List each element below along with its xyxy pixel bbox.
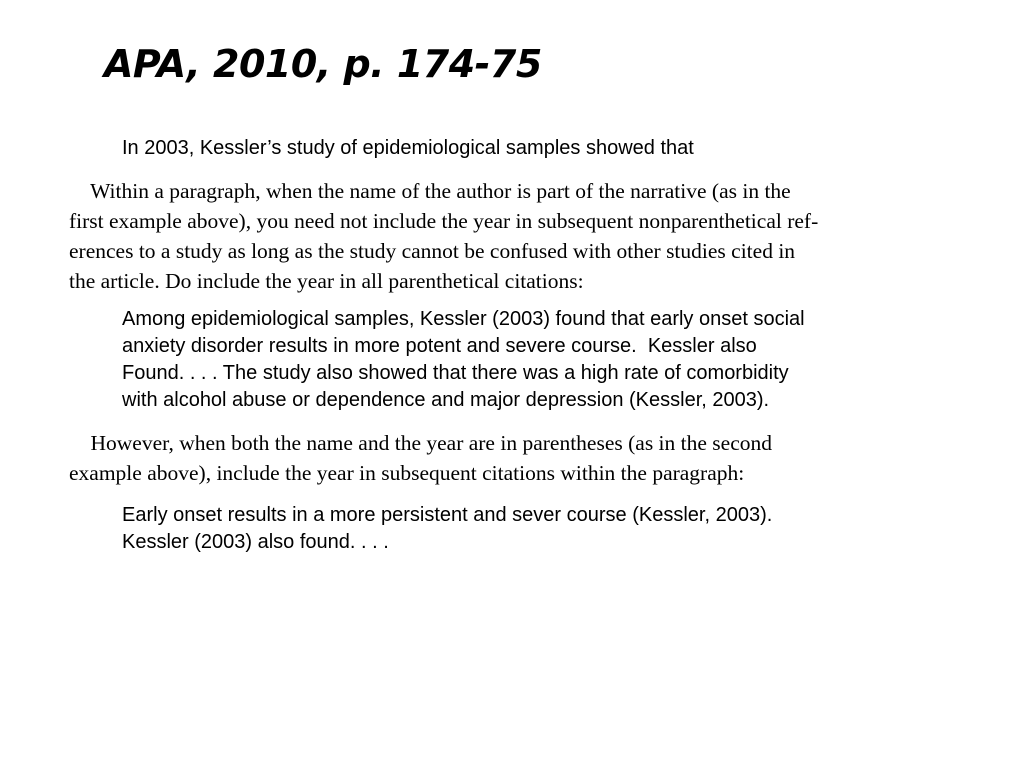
paragraph-narrative-citation bbox=[69, 176, 818, 296]
paragraph-line: the article. Do include the year in all parenthetical citations: bbox=[69, 269, 584, 293]
example-block-one bbox=[122, 306, 805, 414]
example-line: Found. . . . The study also showed that there was a high rate of comorbidity bbox=[122, 362, 789, 384]
example-line: with alcohol abuse or dependence and major depression (Kessler, 2003). bbox=[122, 389, 770, 411]
paragraph-line: first example above), you need not include the year in subsequent nonparenthetical ref- bbox=[69, 209, 819, 233]
example-line: Among epidemiological samples, Kessler (2003) found that early onset social bbox=[122, 308, 805, 330]
paragraph-line: However, when both the name and the year are in parentheses (as in the second bbox=[69, 431, 773, 455]
example-line: anxiety disorder results in more potent and severe course. Kessler also bbox=[122, 335, 757, 357]
paragraph-line: example above), include the year in subsequent citations within the paragraph: bbox=[69, 461, 745, 485]
slide-title: APA, 2010, p. 174-75 bbox=[104, 42, 542, 86]
paragraph-line: erences to a study as long as the study cannot be confused with other studies cited in bbox=[69, 239, 796, 263]
paragraph-line: Within a paragraph, when the name of the author is part of the narrative (as in the bbox=[69, 179, 791, 203]
example-line: Kessler (2003) also found. . . . bbox=[122, 531, 389, 553]
example-block-two bbox=[122, 502, 772, 556]
paragraph-parenthetical-citation bbox=[69, 428, 772, 488]
example-intro: In 2003, Kessler’s study of epidemiological samples showed that bbox=[122, 137, 694, 159]
example-line: Early onset results in a more persistent and sever course (Kessler, 2003). bbox=[122, 504, 773, 526]
